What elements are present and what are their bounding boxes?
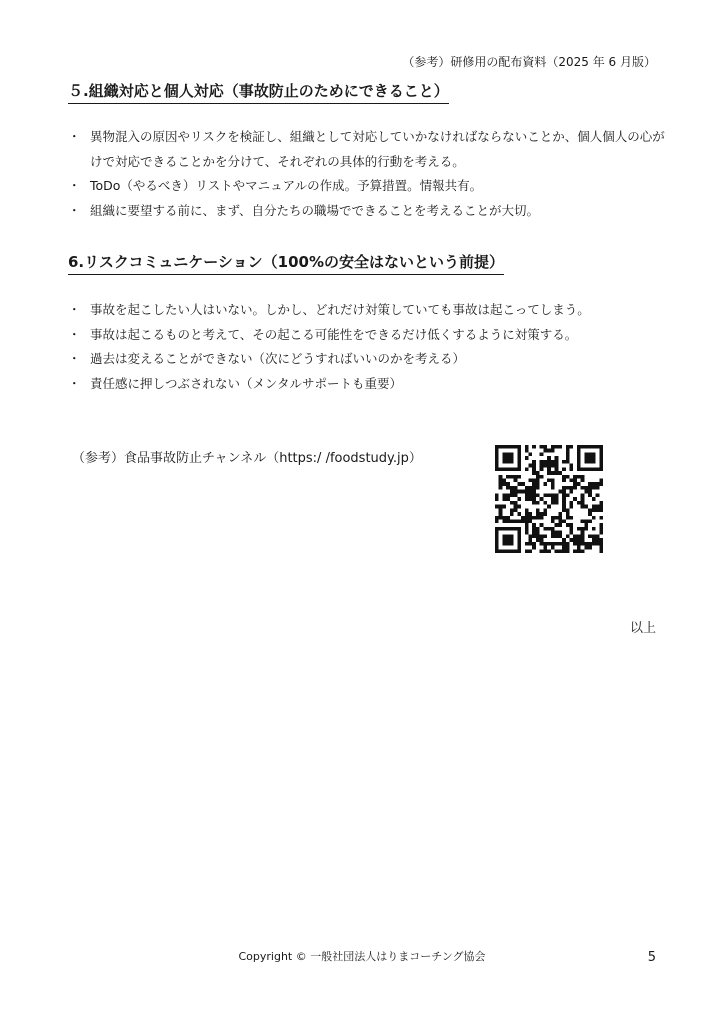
list-item-text: 異物混入の原因やリスクを検証し、組織として対応していかなければならないことか、個人個人の心がけで対応できることかを分けて、それぞれの具体的行動を考える。 xyxy=(90,129,665,169)
section-6-list xyxy=(68,298,668,396)
bullet-marker: ・ xyxy=(68,326,81,342)
section-5-heading: ５.組織対応と個人対応（事故防止のためにできること） xyxy=(68,80,449,104)
list-item-text: 組織に要望する前に、まず、自分たちの職場でできることを考えることが大切。 xyxy=(90,202,540,218)
list-item-text: 過去は変えることができない（次にどうすればいいのかを考える） xyxy=(90,351,466,366)
bullet-marker: ・ xyxy=(68,129,81,144)
reference-link[interactable]: （参考）食品事故防止チャンネル（https:/ /foodstudy.jp） xyxy=(72,451,422,466)
bullet-marker: ・ xyxy=(68,351,81,366)
list-item xyxy=(68,298,668,323)
list-item xyxy=(68,347,668,372)
bullet-marker: ・ xyxy=(68,302,81,317)
list-item xyxy=(68,372,668,397)
list-item-text: 事故を起こしたい人はいない。しかし、どれだけ対策していても事故は起こってしまう。 xyxy=(90,302,590,317)
section-6-heading: 6.リスクコミュニケーション（100%の安全はないという前提） xyxy=(68,251,504,275)
bullet-marker: ・ xyxy=(68,178,81,193)
section-5-list xyxy=(68,125,668,223)
header-note: （参考）研修用の配布資料（2025 年 6 月版） xyxy=(402,55,656,69)
closing-text: 以上 xyxy=(629,621,656,636)
bullet-marker: ・ xyxy=(68,202,81,218)
list-item-text: ToDo（やるべき）リストやマニュアルの作成。予算措置。情報共有。 xyxy=(90,178,483,193)
list-item-text: 責任感に押しつぶされない（メンタルサポートも重要） xyxy=(90,375,403,391)
bullet-marker: ・ xyxy=(68,375,81,391)
list-item-text: 事故は起こるものと考えて、その起こる可能性をできるだけ低くするように対策する。 xyxy=(90,326,578,342)
qr-code-image xyxy=(495,444,603,554)
list-item xyxy=(68,174,668,199)
footer-copyright: Copyright © 一般社団法人はりまコーチング協会 xyxy=(238,950,486,963)
page-number: 5 xyxy=(647,950,656,965)
list-item xyxy=(68,199,668,224)
list-item xyxy=(68,125,668,174)
list-item xyxy=(68,323,668,348)
